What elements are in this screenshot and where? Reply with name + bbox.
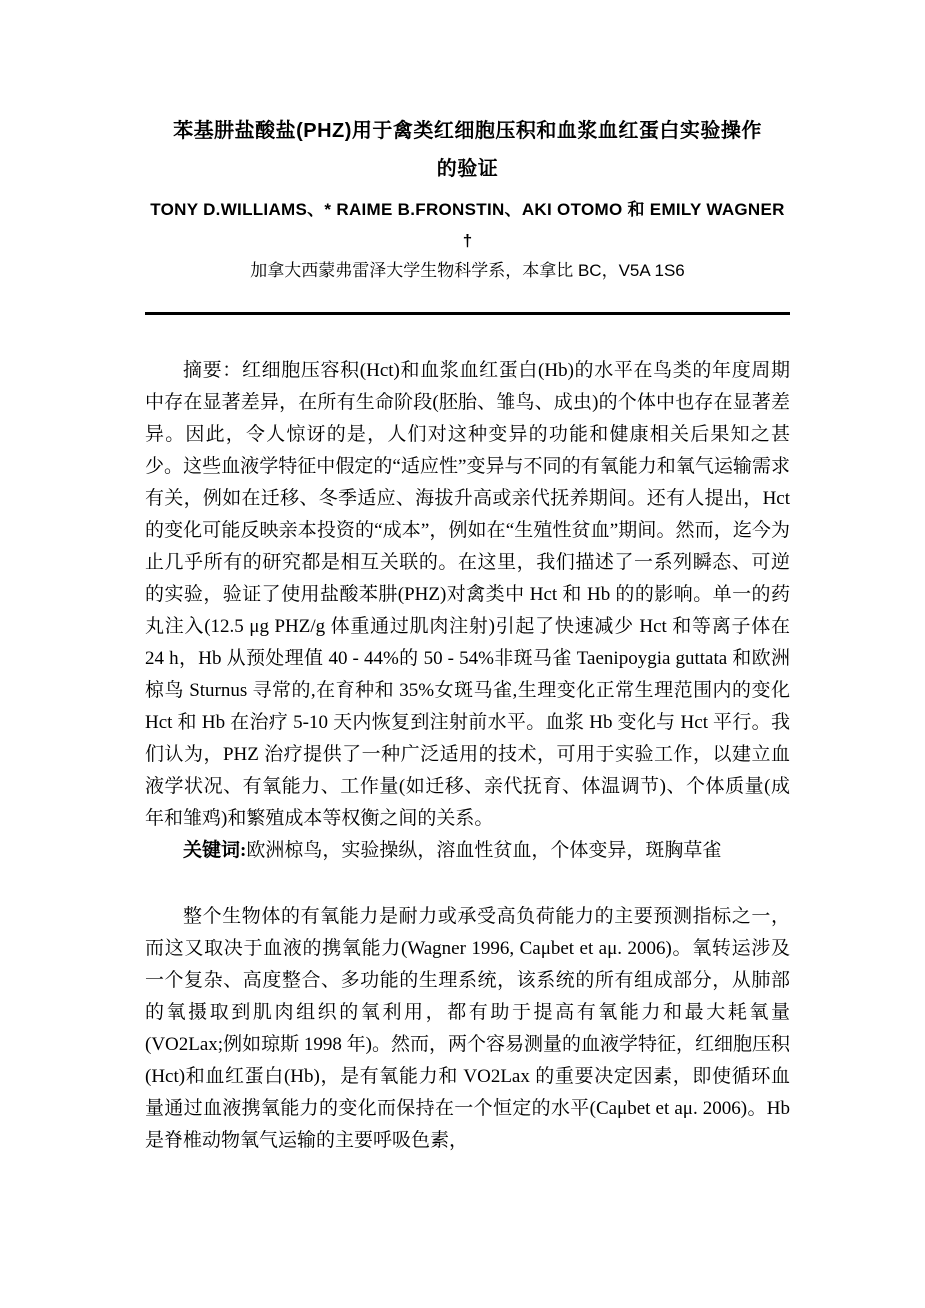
divider-rule	[145, 312, 790, 315]
body-paragraph-1: 整个生物体的有氧能力是耐力或承受高负荷能力的主要预测指标之一，而这又取决于血液的携氧能力(Wagner 1996, Caμbet et aμ. 2006)。氧转运涉及一个复杂、高度整合、多功能的生理系统，该系统的所有组成部分，从肺部的氧摄取到肌肉组织的氧利用，都有助于提高有氧能力和最大耗氧量(VO2Lax;例如琼斯 1998 年)。然而，两个容易测量的血液学特征，红细胞压积(Hct)和血红蛋白(Hb)，是有氧能力和 VO2Lax 的重要决定因素，即使循环血量通过血液携氧能力的变化而保持在一个恒定的水平(Caμbet et aμ. 2006)。Hb 是脊椎动物氧气运输的主要呼吸色素，	[145, 906, 790, 1151]
author-footnote-mark: †	[462, 231, 473, 250]
title-line-1: 苯基肼盐酸盐(PHZ)用于禽类红细胞压积和血浆血红蛋白实验操作	[173, 120, 762, 142]
authors-line: TONY D.WILLIAMS、* RAIME B.FRONSTIN、AKI OTOMO 和 EMILY WAGNER	[150, 200, 785, 219]
abstract-paragraph	[145, 355, 790, 835]
keywords-text: 欧洲椋鸟，实验操纵，溶血性贫血，个体变异，斑胸草雀	[246, 840, 722, 861]
abstract-text: 红细胞压容积(Hct)和血浆血红蛋白(Hb)的水平在鸟类的年度周期中存在显著差异，在所有生命阶段(胚胎、雏鸟、成虫)的个体中也存在显著差异。因此，令人惊讶的是，人们对这种变异的功能和健康相关后果知之甚少。这些血液学特征中假定的“适应性”变异与不同的有氧能力和氧气运输需求有关，例如在迁移、冬季适应、海拔升高或亲代抚养期间。还有人提出，Hct 的变化可能反映亲本投资的“成本”，例如在“生殖性贫血”期间。然而，迄今为止几乎所有的研究都是相互关联的。在这里，我们描述了一系列瞬态、可逆的实验，验证了使用盐酸苯肼(PHZ)对禽类中 Hct 和 Hb 的的影响。单一的药丸注入(12.5 μg PHZ/g 体重通过肌肉注射)引起了快速减少 Hct 和等离子体在 24 h，Hb 从预处理值 40 - 44%的 50 - 54%非斑马雀 Taenipoygia guttata 和欧洲椋鸟 Sturnus 寻常的,在育种和 35%女斑马雀,生理变化正常生理范围内的变化 Hct 和 Hb 在治疗 5-10 天内恢复到注射前水平。血浆 Hb 变化与 Hct 平行。我们认为，PHZ 治疗提供了一种广泛适用的技术，可用于实验工作，以建立血液学状况、有氧能力、工作量(如迁移、亲代抚育、体温调节)、个体质量(成年和雏鸡)和繁殖成本等权衡之间的关系。	[145, 360, 790, 829]
title-line-2: 的验证	[436, 158, 499, 180]
paper-content	[145, 355, 790, 1157]
abstract-label: 摘要：	[183, 360, 242, 381]
paper-title	[145, 112, 790, 188]
keywords-line	[145, 835, 790, 867]
keywords-label: 关键词:	[183, 840, 247, 861]
paper-header	[145, 112, 790, 286]
affiliation-line: 加拿大西蒙弗雷泽大学生物科学系，本拿比 BC，V5A 1S6	[250, 261, 685, 280]
